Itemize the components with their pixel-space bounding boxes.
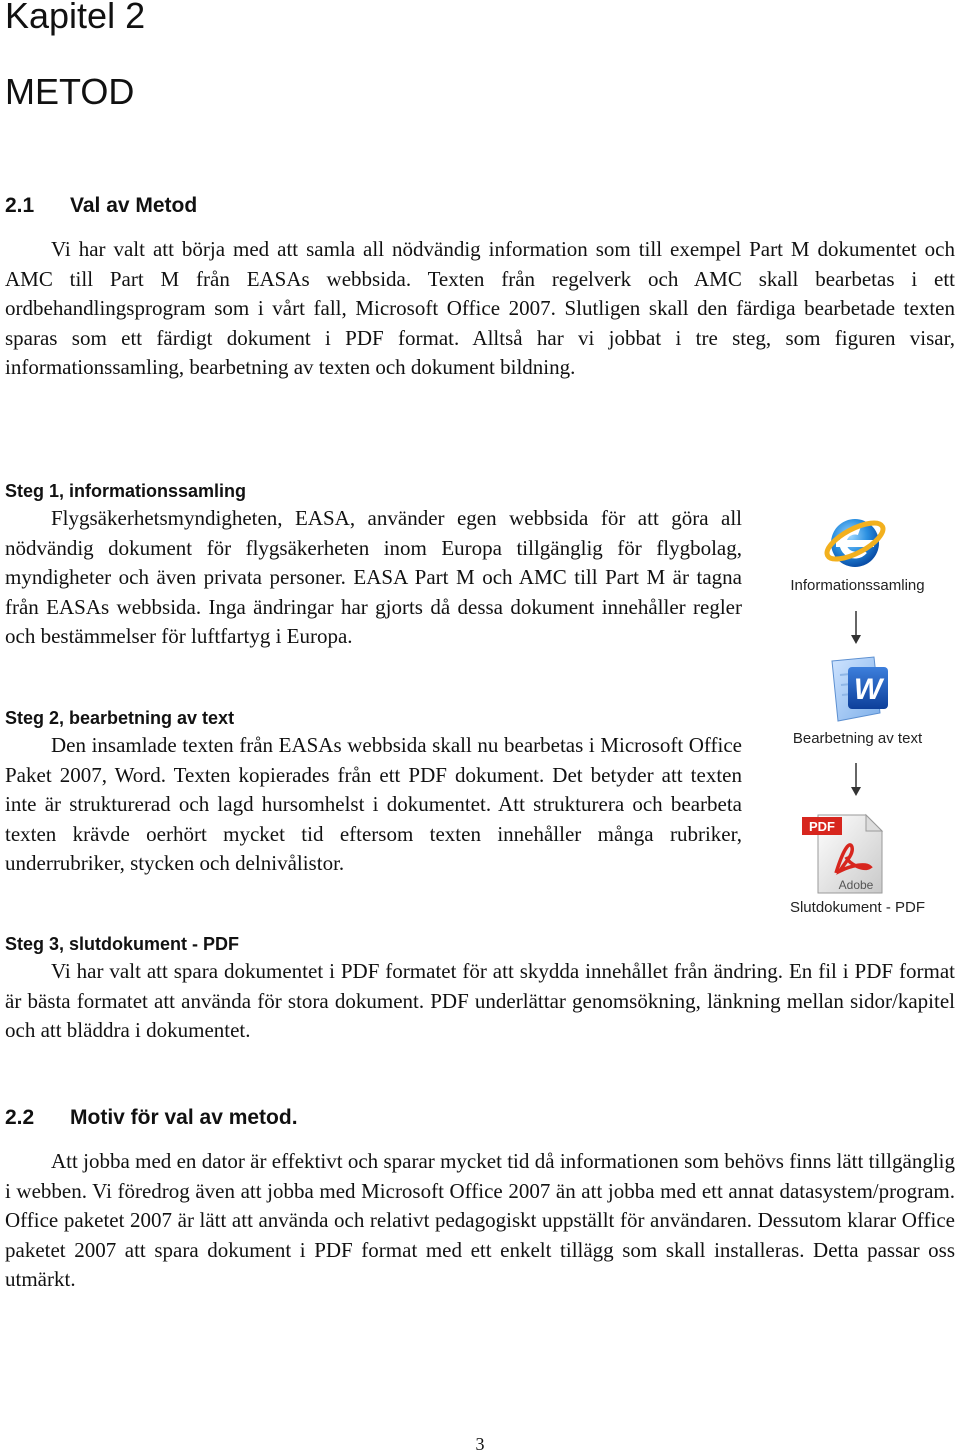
chapter-heading: Kapitel 2 bbox=[5, 0, 146, 36]
section-2-2-heading bbox=[5, 1105, 298, 1131]
step-2-heading: Steg 2, bearbetning av text bbox=[5, 708, 235, 728]
section-2-1-heading bbox=[5, 193, 197, 219]
word-icon bbox=[818, 655, 894, 727]
figure-label-bearbetning: Bearbetning av text bbox=[792, 730, 923, 747]
figure-label-slutdokument: Slutdokument - PDF bbox=[789, 899, 926, 916]
process-flow-figure bbox=[770, 505, 945, 925]
step-2-body: Den insamlade texten från EASAs webbsida skall nu bearbetas i Microsoft Office Paket 2007, Word. Texten kopierades från ett PDF dokument. Det betyder att texten inte är strukturerad och lagd hursomhelst i dokumentet. Att strukturera och bearbeta texten krävde oerhört mycket tid eftersom texten innehåller många rubriker, underrubriker, stycken och delnivålistor. bbox=[5, 733, 742, 875]
pdf-icon bbox=[800, 807, 890, 897]
arrow-down-icon bbox=[848, 611, 864, 645]
internet-explorer-icon bbox=[822, 509, 888, 575]
step-1-body: Flygsäkerhetsmyndigheten, EASA, använder egen webbsida för att göra all nödvändig dokument för flygsäkerheten inom Europa tillgänglig för flygbolag, myndigheter och även privata personer. EASA Part M och AMC till Part M är tagna från EASAs webbsida. Inga ändringar har gjorts då dessa dokument innehåller regler och bestämmelser för luftfartyg i Europa. bbox=[5, 506, 742, 648]
step-3-heading: Steg 3, slutdokument - PDF bbox=[5, 934, 240, 954]
section-title: Motiv för val av metod. bbox=[70, 1106, 298, 1129]
arrow-down-icon bbox=[848, 763, 864, 797]
section-number: 2.1 bbox=[5, 194, 35, 217]
figure-label-informationssamling: Informationssamling bbox=[790, 577, 925, 594]
adobe-text: Adobe bbox=[838, 878, 874, 892]
section-2-1-body: Vi har valt att börja med att samla all nödvändig information som till exempel Part M dokumentet och AMC till Part M från EASAs webbsida. Texten från regelverk och AMC skall bearbetas i ett ordbehandlingsprogram som i vårt fall, Microsoft Office 2007. Slutligen skall den färdiga bearbetade texten sparas som ett färdigt dokument i PDF format. Alltså har vi jobbat i tre steg, som figuren visar, informationssamling, bearbetning av texten och dokument bildning. bbox=[5, 237, 955, 379]
section-number: 2.2 bbox=[5, 1106, 35, 1129]
section-title: Val av Metod bbox=[70, 194, 198, 217]
page-number: 3 bbox=[475, 1434, 485, 1454]
pdf-badge-text: PDF bbox=[809, 819, 835, 834]
svg-text:W: W bbox=[853, 673, 883, 706]
step-3-body: Vi har valt att spara dokumentet i PDF formatet för att skydda innehållet från ändring. En fil i PDF format är bästa formatet att använda för stora dokument. PDF underlättar genomsökning, länkning mellan sidor/kapitel och att bläddra i dokumentet. bbox=[5, 959, 955, 1042]
step-1-heading: Steg 1, informationssamling bbox=[5, 481, 247, 501]
section-2-2-body: Att jobba med en dator är effektivt och sparar mycket tid då informationen som behövs finns lätt tillgänglig i webben. Vi föredrog även att jobba med Microsoft Office 2007 än att jobba med ett annat datasystem/program. Office paketet 2007 är lätt att använda och relativt pedagogiskt uppställt för användaren. Dessutom klarar Office paketet 2007 att spara dokument i PDF format med ett enkelt tillägg som skall installeras. Detta passar oss utmärkt. bbox=[5, 1149, 955, 1291]
chapter-title: METOD bbox=[5, 71, 135, 112]
